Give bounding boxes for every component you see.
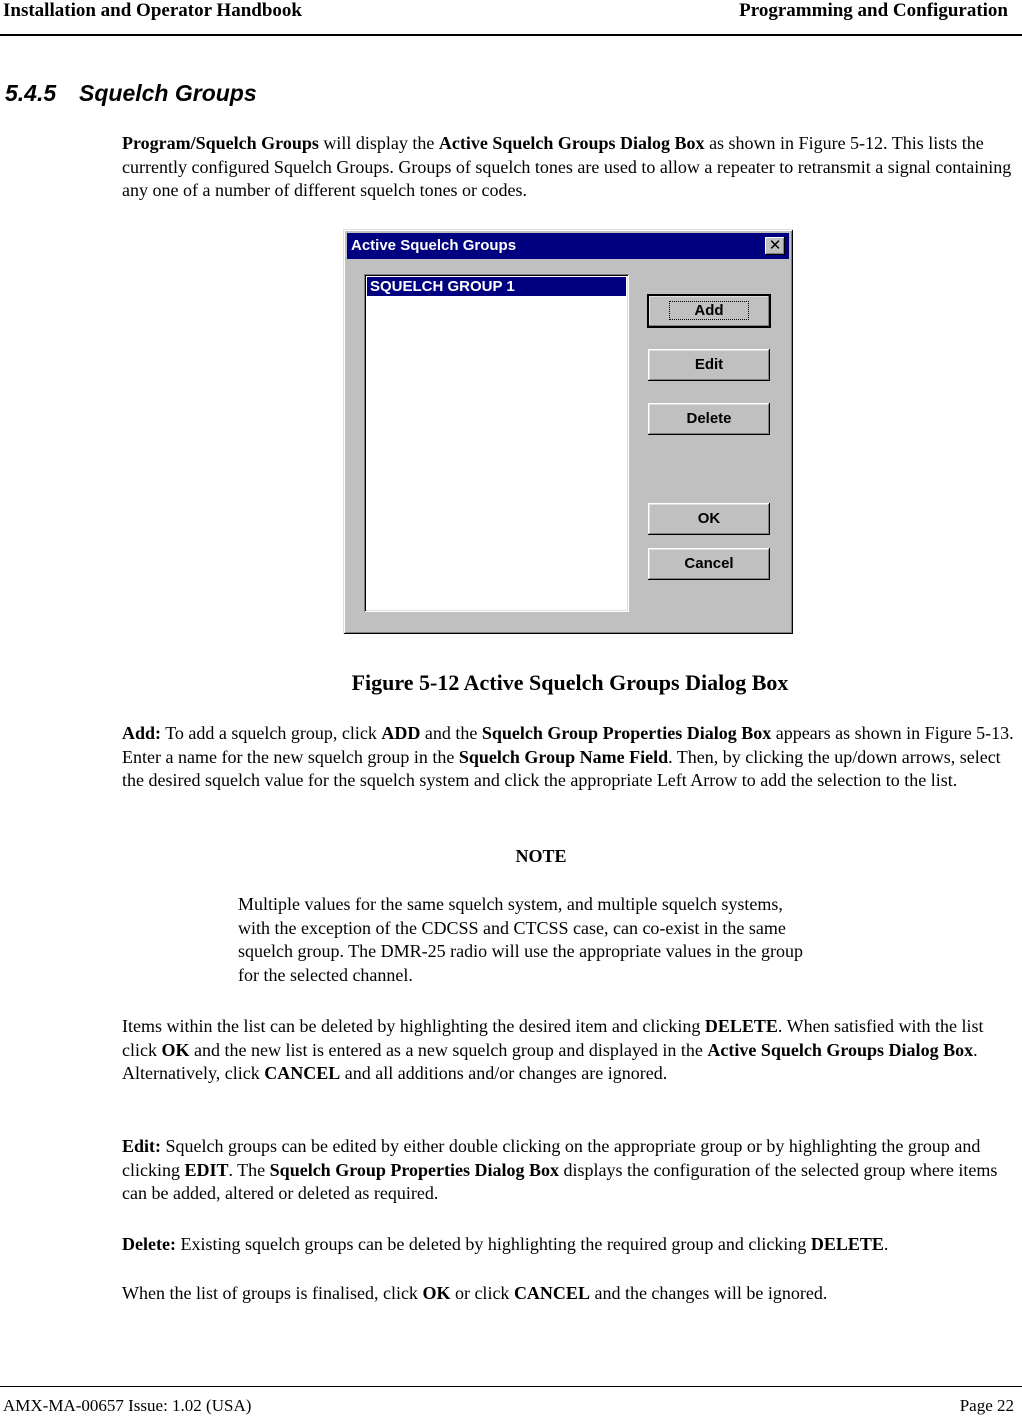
final-text-3: and the changes will be ignored. xyxy=(589,1283,828,1303)
final-text-1: When the list of groups is finalised, click xyxy=(122,1283,423,1303)
edit-text-1: Squelch groups can be edited by either double clicking on the appropriate group or by highlighting the group and clicking xyxy=(122,1136,981,1180)
add-bold-2: ADD xyxy=(381,723,421,743)
final-paragraph xyxy=(122,1282,1022,1306)
intro-bold-2: Active Squelch Groups Dialog Box xyxy=(438,133,705,153)
ok-button[interactable]: OK xyxy=(648,503,770,535)
footer-doc-id: AMX-MA-00657 Issue: 1.02 (USA) xyxy=(3,1396,252,1415)
add-bold-4: Squelch Group Name Field xyxy=(458,746,669,767)
edit-bold-2: EDIT xyxy=(184,1159,229,1180)
delete-bold-2: DELETE xyxy=(810,1234,884,1254)
add-text-4: . Then, by clicking the up/down arrows, select the desired squelch value for the squelch system and click the appropriate Left Arrow to add the selection to the list. xyxy=(122,746,1001,790)
items-paragraph xyxy=(122,1015,1022,1086)
delete-bold-1: Delete: xyxy=(122,1234,176,1254)
edit-text-2: . The xyxy=(228,1159,270,1180)
header-left-title: Installation and Operator Handbook xyxy=(3,0,302,21)
delete-paragraph xyxy=(122,1233,1022,1257)
edit-paragraph xyxy=(122,1135,1022,1206)
close-icon[interactable]: ✕ xyxy=(765,237,785,255)
section-heading xyxy=(5,80,257,107)
add-text-3: appears as shown in Figure 5-13. Enter a name for the new squelch group in the xyxy=(122,723,1014,767)
add-bold-1: Add: xyxy=(122,723,162,743)
add-paragraph xyxy=(122,722,1022,793)
dialog-title-bar xyxy=(347,233,789,259)
final-bold-2: CANCEL xyxy=(513,1283,590,1303)
final-bold-1: OK xyxy=(422,1283,451,1303)
items-bold-1: DELETE xyxy=(704,1016,778,1036)
items-text-4: . Alternatively, click xyxy=(122,1039,978,1083)
delete-text-1: Existing squelch groups can be deleted by highlighting the required group and clicking xyxy=(175,1234,811,1254)
edit-bold-1: Edit: xyxy=(122,1136,162,1156)
items-bold-2: OK xyxy=(161,1039,190,1060)
items-text-1: Items within the list can be deleted by highlighting the desired item and clicking xyxy=(122,1016,705,1036)
add-bold-3: Squelch Group Properties Dialog Box xyxy=(481,723,772,743)
list-item[interactable]: SQUELCH GROUP 1 xyxy=(367,277,626,296)
cancel-button[interactable]: Cancel xyxy=(648,548,770,580)
intro-paragraph xyxy=(122,132,1022,203)
page-header xyxy=(0,0,1022,36)
items-text-5: and all additions and/or changes are ignored. xyxy=(340,1063,668,1083)
final-text-2: or click xyxy=(450,1283,514,1303)
section-title: Squelch Groups xyxy=(79,80,257,106)
add-text-2: and the xyxy=(420,723,482,743)
note-body: Multiple values for the same squelch system, and multiple squelch systems, with the exception of the CDCSS and CTCSS case, can co-exist in the same squelch group. The DMR-25 radio will use the appropriate values in the group for the selected channel. xyxy=(238,894,804,985)
intro-text-1: will display the xyxy=(318,133,439,153)
figure-caption: Figure 5-12 Active Squelch Groups Dialog Box xyxy=(351,670,789,695)
items-text-3: and the new list is entered as a new squelch group and displayed in the xyxy=(189,1039,708,1060)
items-text-2: . When satisfied with the list click xyxy=(122,1016,984,1060)
add-text-1: To add a squelch group, click xyxy=(161,723,382,743)
intro-bold-1: Program/Squelch Groups xyxy=(122,133,319,153)
add-button[interactable] xyxy=(648,295,770,327)
active-squelch-groups-dialog xyxy=(343,229,793,634)
add-button-label: Add xyxy=(669,301,748,320)
edit-button[interactable]: Edit xyxy=(648,349,770,381)
dialog-title: Active Squelch Groups xyxy=(351,237,517,254)
footer-rule xyxy=(0,1386,1022,1387)
delete-text-2: . xyxy=(883,1234,889,1254)
header-right-title: Programming and Configuration xyxy=(739,0,1008,21)
delete-button[interactable]: Delete xyxy=(648,403,770,435)
squelch-group-list[interactable] xyxy=(364,274,629,612)
note-heading: NOTE xyxy=(515,846,567,866)
items-bold-4: CANCEL xyxy=(264,1063,341,1083)
intro-text-2: as shown in Figure 5-12. This lists the currently configured Squelch Groups. Groups of squelch tones are used to allow a repeater to retransmit a signal containing any one of a number of different squelch tones or codes. xyxy=(122,133,1012,200)
footer-page-number: Page 22 xyxy=(959,1396,1014,1415)
items-bold-3: Active Squelch Groups Dialog Box xyxy=(707,1039,974,1060)
section-number: 5.4.5 xyxy=(5,80,57,106)
edit-text-3: displays the configuration of the selected group where items can be added, altered or deleted as required. xyxy=(122,1159,998,1203)
edit-bold-3: Squelch Group Properties Dialog Box xyxy=(269,1159,560,1180)
